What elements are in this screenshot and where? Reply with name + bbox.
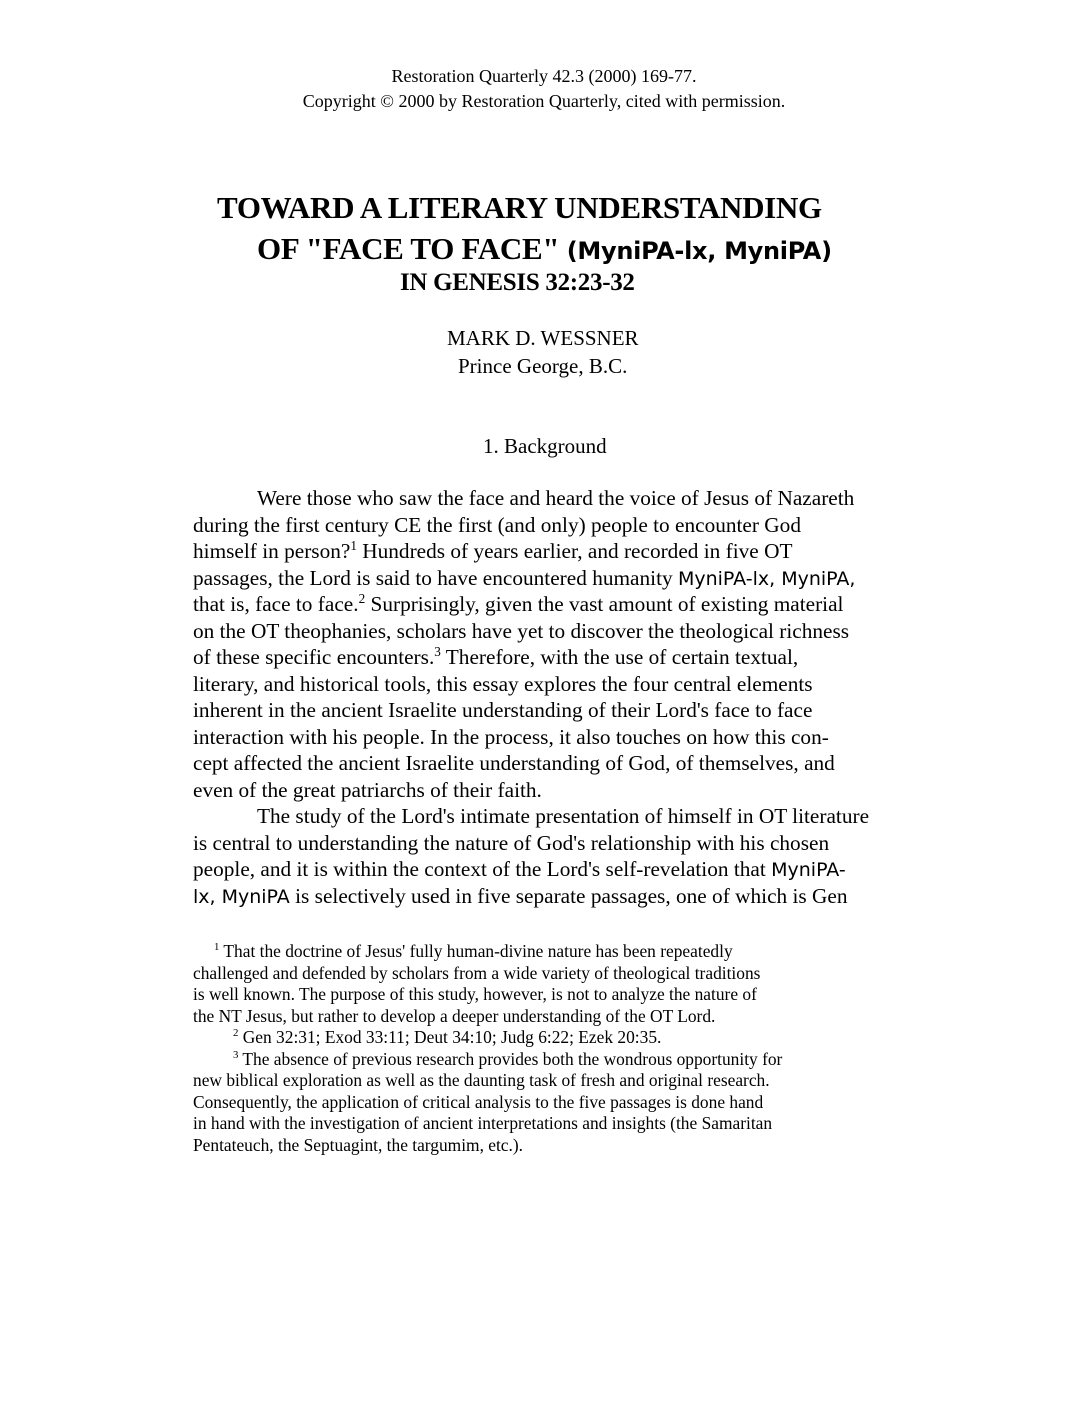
p1-line: literary, and historical tools, this essay explores the four central elements bbox=[193, 672, 813, 696]
footnote-3-line: in hand with the investigation of ancient interpretations and insights (the Samaritan bbox=[193, 1113, 773, 1133]
p2-line: The study of the Lord's intimate presentation of himself in OT literature bbox=[257, 804, 870, 828]
p2-line bbox=[193, 856, 846, 883]
p1-line: cept affected the ancient Israelite understanding of God, of themselves, and bbox=[193, 751, 835, 775]
footnote-2-line bbox=[233, 1027, 661, 1048]
title-line-2-main: OF "FACE TO FACE" bbox=[257, 231, 560, 266]
footnote-ref-1: 1 bbox=[350, 537, 357, 553]
footnote-text: The absence of previous research provides both the wondrous opportunity for bbox=[238, 1049, 783, 1069]
p1-text: passages, the Lord is said to have encountered humanity bbox=[193, 566, 673, 590]
footnote-1-line: the NT Jesus, but rather to develop a deeper understanding of the OT Lord. bbox=[193, 1006, 716, 1026]
p1-line: Were those who saw the face and heard the voice of Jesus of Nazareth bbox=[257, 486, 855, 510]
footnote-ref-3: 3 bbox=[434, 643, 441, 659]
author-location: Prince George, B.C. bbox=[458, 354, 628, 378]
author-name: MARK D. WESSNER bbox=[447, 326, 639, 350]
footnote-mark-1: 1 bbox=[214, 941, 220, 954]
p1-line: inherent in the ancient Israelite understanding of their Lord's face to face bbox=[193, 698, 813, 722]
footnote-1-line: challenged and defended by scholars from a wide variety of theological traditions bbox=[193, 963, 761, 983]
p1-text: Hundreds of years earlier, and recorded in five OT bbox=[356, 539, 793, 563]
p1-line: even of the great patriarchs of their faith. bbox=[193, 778, 542, 802]
title-line-1: TOWARD A LITERARY UNDERSTANDING bbox=[217, 190, 822, 225]
footnote-ref-2: 2 bbox=[358, 590, 366, 606]
hebrew-term: MyniPA-lx, MyniPA, bbox=[677, 568, 856, 590]
p1-text: Therefore, with the use of certain textual, bbox=[440, 645, 799, 669]
citation-line: Restoration Quarterly 42.3 (2000) 169-77. bbox=[391, 66, 697, 86]
p1-text: that is, face to face. bbox=[193, 592, 359, 616]
section-heading: 1. Background bbox=[483, 434, 607, 458]
p1-line: during the first century CE the first (and only) people to encounter God bbox=[193, 513, 801, 537]
p1-line bbox=[193, 591, 843, 617]
p1-text: Surprisingly, given the vast amount of existing material bbox=[365, 592, 844, 616]
footnote-1-line: is well known. The purpose of this study, however, is not to analyze the nature of bbox=[193, 984, 757, 1004]
footnote-3-line: new biblical exploration as well as the daunting task of fresh and original research. bbox=[193, 1070, 770, 1090]
copyright-line: Copyright © 2000 by Restoration Quarterly, cited with permission. bbox=[302, 91, 786, 111]
title-line-3: IN GENESIS 32:23-32 bbox=[400, 269, 635, 296]
p1-line bbox=[193, 538, 792, 564]
footnote-mark-2: 2 bbox=[233, 1027, 239, 1040]
footnote-3-line: Consequently, the application of critical analysis to the five passages is done hand bbox=[193, 1092, 764, 1112]
footnote-mark-3: 3 bbox=[233, 1049, 239, 1062]
footnote-3-line bbox=[233, 1049, 782, 1070]
p1-text: himself in person? bbox=[193, 539, 351, 563]
footnote-text: That the doctrine of Jesus' fully human-divine nature has been repeatedly bbox=[219, 941, 733, 961]
footnote-text: Gen 32:31; Exod 33:11; Deut 34:10; Judg 6:22; Ezek 20:35. bbox=[238, 1027, 662, 1047]
p1-line bbox=[193, 644, 798, 670]
hebrew-term: MyniPA- bbox=[771, 859, 846, 881]
p2-text: is selectively used in five separate passages, one of which is Gen bbox=[289, 884, 848, 908]
p2-line: is central to understanding the nature of God's relationship with his chosen bbox=[193, 831, 830, 855]
p2-text: people, and it is within the context of the Lord's self-revelation that bbox=[193, 857, 766, 881]
hebrew-term: lx, MyniPA bbox=[193, 886, 290, 908]
footnote-3-line: Pentateuch, the Septuagint, the targumim, etc.). bbox=[193, 1135, 524, 1155]
p1-line: interaction with his people. In the process, it also touches on how this con- bbox=[193, 725, 829, 749]
p2-line bbox=[193, 883, 848, 910]
p1-text: of these specific encounters. bbox=[193, 645, 435, 669]
title-hebrew: (MyniPA-lx, MyniPA) bbox=[566, 237, 832, 265]
p1-line: on the OT theophanies, scholars have yet to discover the theological richness bbox=[193, 619, 850, 643]
p1-line bbox=[193, 565, 855, 592]
footnote-1-line bbox=[214, 941, 733, 962]
